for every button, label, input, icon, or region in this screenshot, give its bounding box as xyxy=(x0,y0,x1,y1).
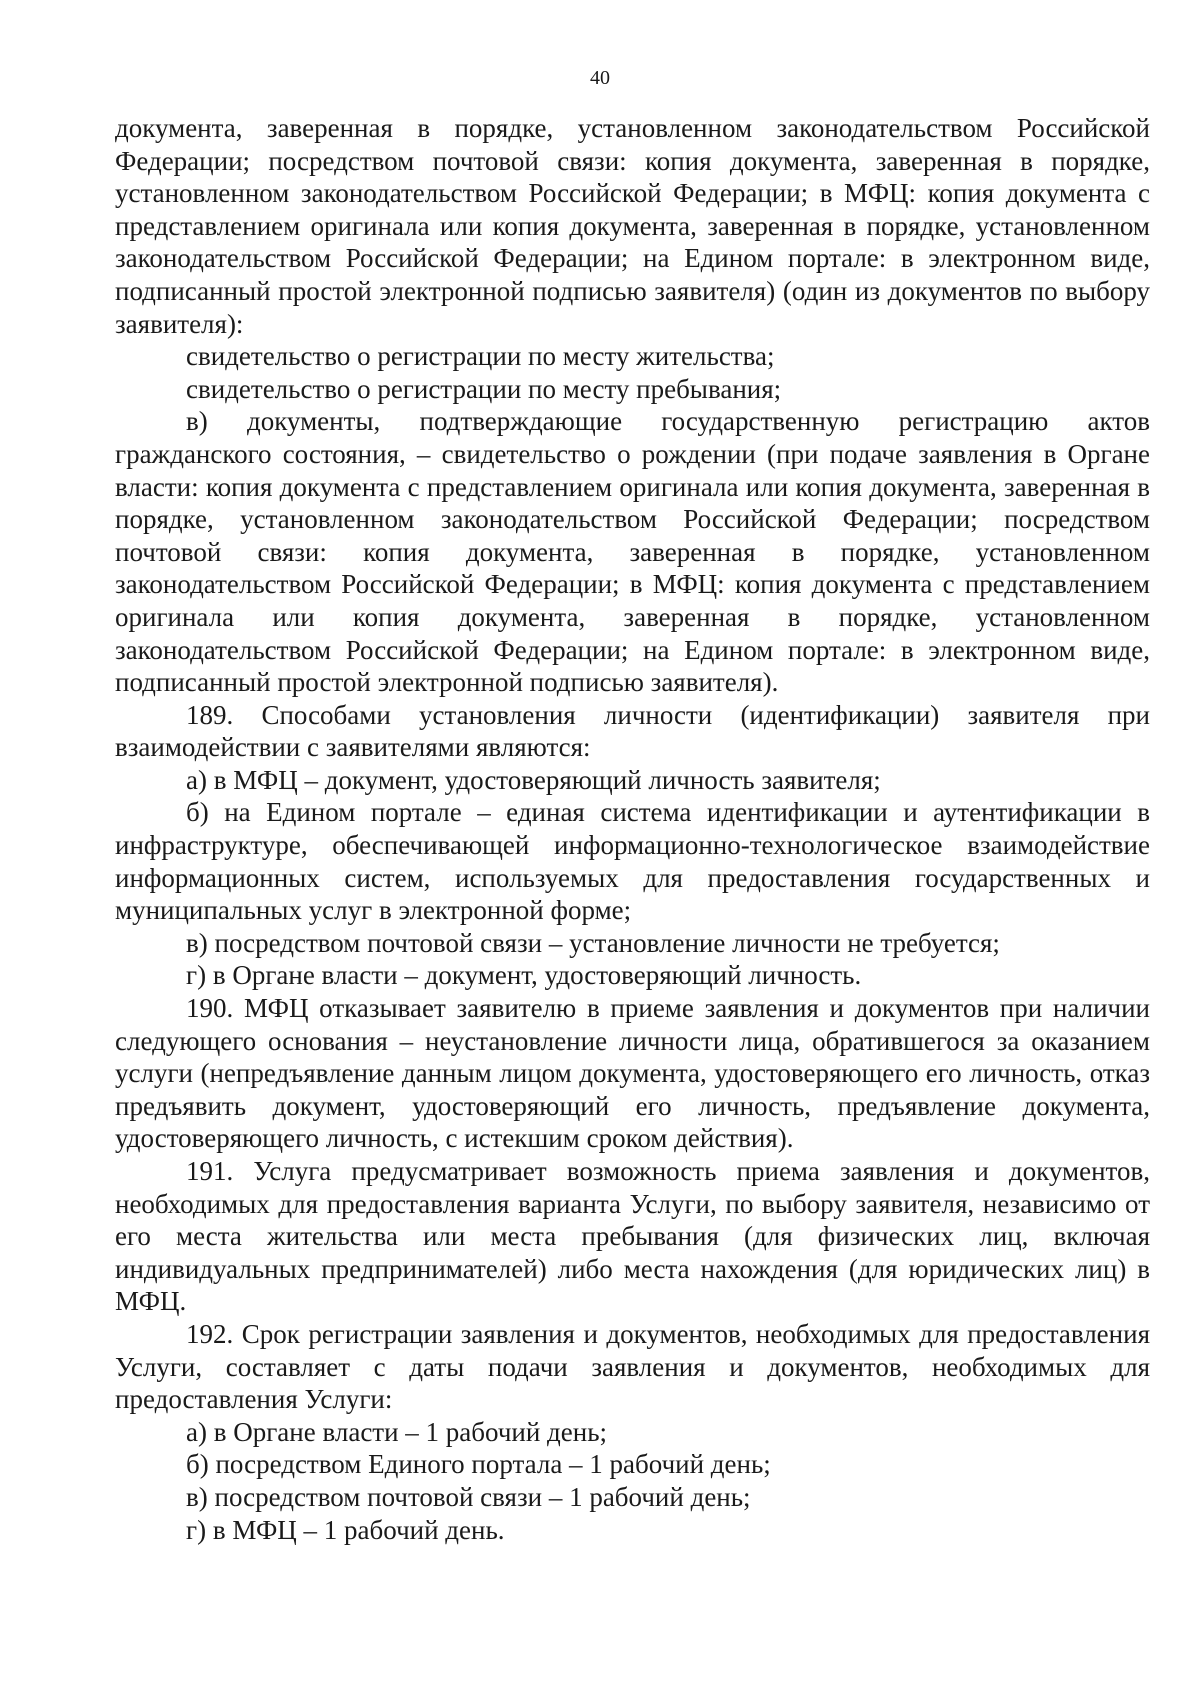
paragraph: 190. МФЦ отказывает заявителю в приеме заявления и документов при наличии следующего основания – неустановление личности лица, обратившегося за оказанием услуги (непредъявление данным лицом документа, удостоверяющего его личность, отказ предъявить документ, удостоверяющий его личность, предъявление документа, удостоверяющего личность, с истекшим сроком действия). xyxy=(115,993,1150,1154)
paragraph: г) в МФЦ – 1 рабочий день. xyxy=(186,1514,505,1545)
paragraph: в) посредством почтовой связи – установление личности не требуется; xyxy=(186,927,1000,958)
paragraph: а) в МФЦ – документ, удостоверяющий личность заявителя; xyxy=(186,764,881,795)
paragraph: г) в Органе власти – документ, удостоверяющий личность. xyxy=(186,960,862,991)
paragraph: 191. Услуга предусматривает возможность приема заявления и документов, необходимых для предоставления варианта Услуги, по выбору заявителя, независимо от его места жительства или места пребывания (для физических лиц, включая индивидуальных предпринимателей) либо места нахождения (для юридических лиц) в МФЦ. xyxy=(115,1156,1150,1317)
paragraph: в) посредством почтовой связи – 1 рабочий день; xyxy=(186,1481,751,1512)
paragraph: а) в Органе власти – 1 рабочий день; xyxy=(186,1416,608,1447)
paragraph: документа, заверенная в порядке, установленном законодательством Российской Федерации; посредством почтовой связи: копия документа, заверенная в порядке, установленном законодательством Российской Федерации; в МФЦ: копия документа с представлением оригинала или копия документа, заверенная в порядке, установленном законодательством Российской Федерации; на Едином портале: в электронном виде, подписанный простой электронной подписью заявителя) (один из документов по выбору заявителя): xyxy=(115,113,1150,339)
page-number: 40 xyxy=(590,67,610,89)
paragraph: 189. Способами установления личности (идентификации) заявителя при взаимодействии с заявителями являются: xyxy=(115,699,1150,763)
paragraph: б) посредством Единого портала – 1 рабочий день; xyxy=(186,1449,771,1480)
paragraph: в) документы, подтверждающие государственную регистрацию актов гражданского состояния, – свидетельство о рождении (при подаче заявления в Органе власти: копия документа с представлением оригинала или копия документа, заверенная в порядке, установленном законодательством Российской Федерации; посредством почтовой связи: копия документа, заверенная в порядке, установленном законодательством Российской Федерации; в МФЦ: копия документа с представлением оригинала или копия документа, заверенная в порядке, установленном законодательством Российской Федерации; на Едином портале: в электронном виде, подписанный простой электронной подписью заявителя). xyxy=(115,406,1150,698)
paragraph: свидетельство о регистрации по месту жительства; xyxy=(186,341,775,372)
paragraph: свидетельство о регистрации по месту пребывания; xyxy=(186,373,782,404)
paragraph: б) на Едином портале – единая система идентификации и аутентификации в инфраструктуре, обеспечивающей информационно-технологическое взаимодействие информационных систем, используемых для предоставления государственных и муниципальных услуг в электронной форме; xyxy=(115,797,1150,926)
document-body xyxy=(115,112,1150,1546)
paragraph: 192. Срок регистрации заявления и документов, необходимых для предоставления Услуги, составляет с даты подачи заявления и документов, необходимых для предоставления Услуги: xyxy=(115,1318,1150,1415)
